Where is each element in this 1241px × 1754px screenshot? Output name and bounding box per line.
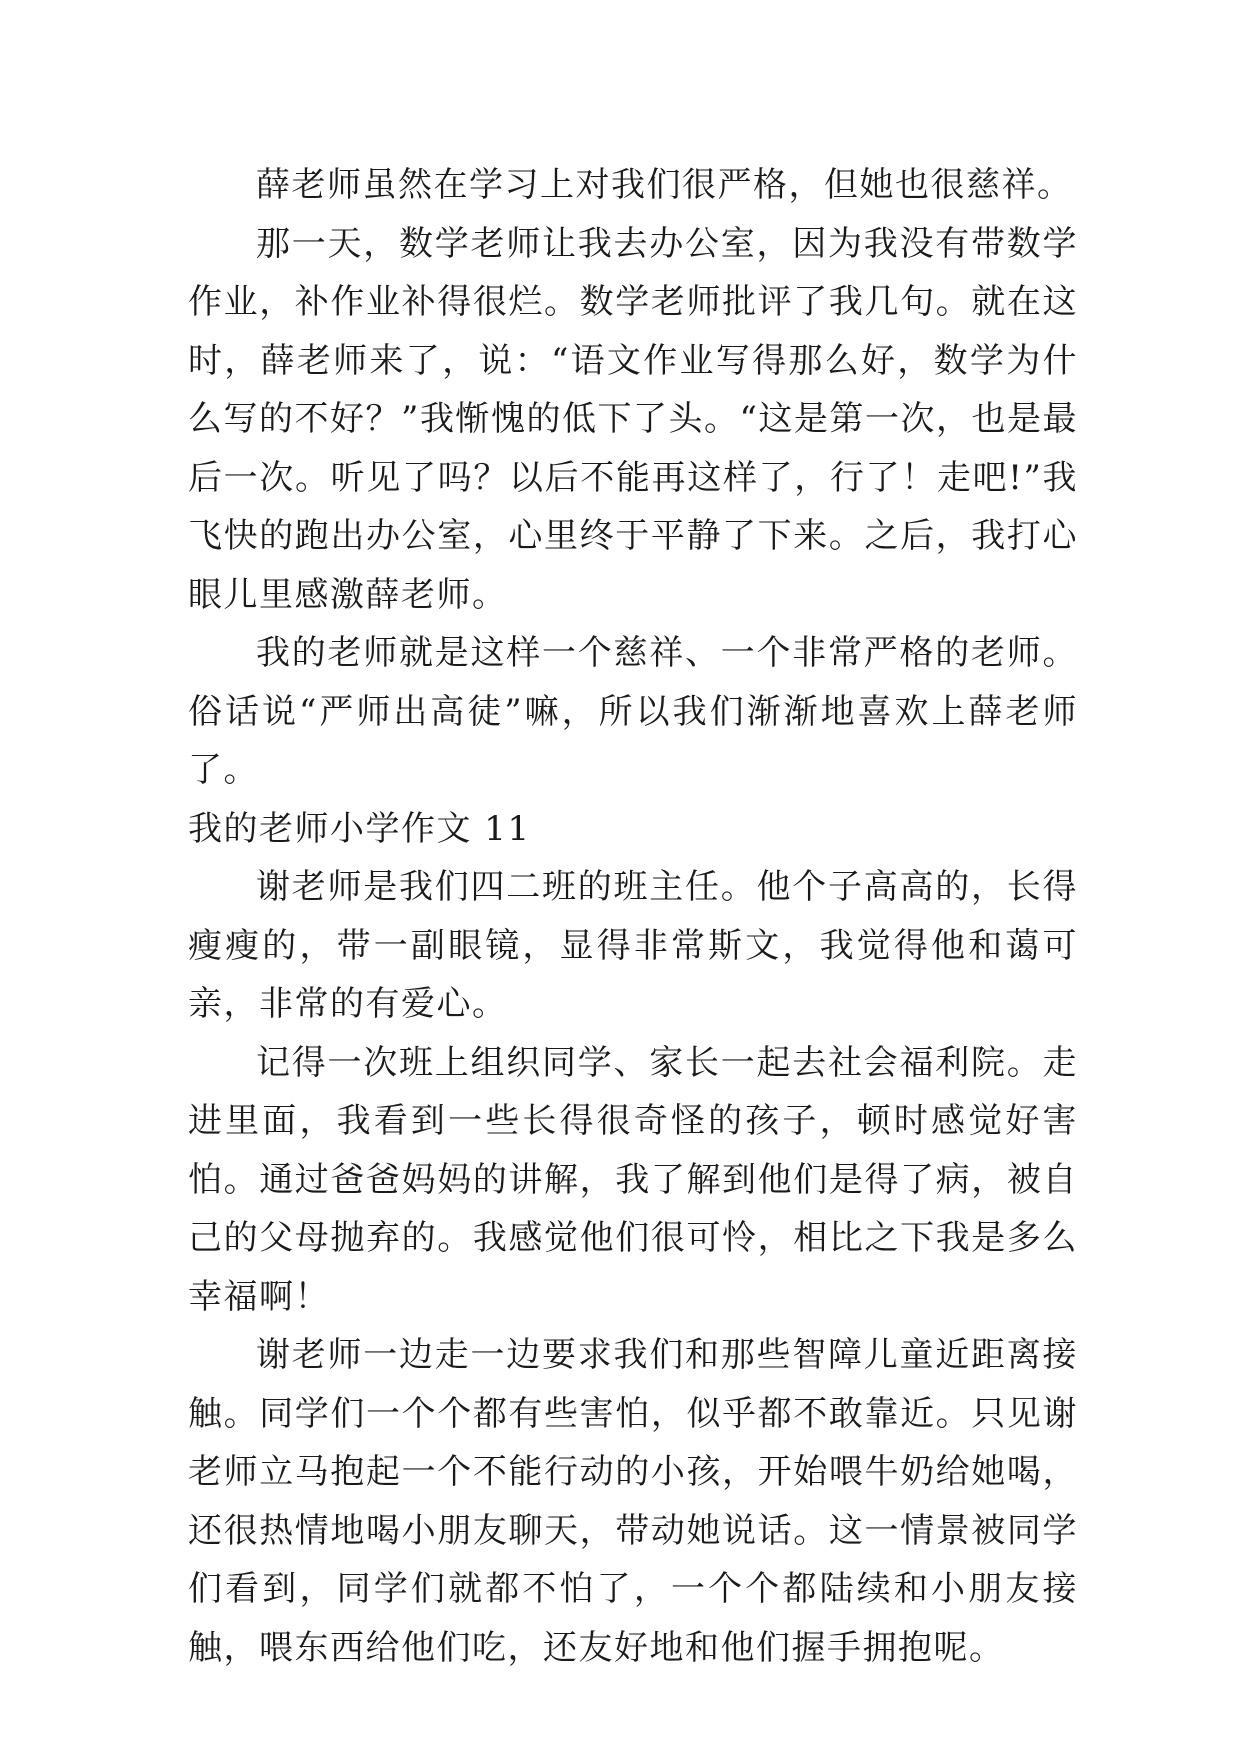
paragraph: 我的老师就是这样一个慈祥、一个非常严格的老师。俗话说“严师出高徒”嘛，所以我们渐渐地喜欢上薛老师了。 (188, 633, 1078, 790)
paragraph: 谢老师一边走一边要求我们和那些智障儿童近距离接触。同学们一个个都有些害怕，似乎都不敢靠近。只见谢老师立马抱起一个不能行动的小孩，开始喂牛奶给她喝，还很热情地喝小朋友聊天，带动她说话。这一情景被同学们看到，同学们就都不怕了，一个个都陆续和小朋友接触，喂东西给他们吃，还友好地和他们握手拥抱呢。 (188, 1335, 1078, 1668)
paragraph: 记得一次班上组织同学、家长一起去社会福利院。走进里面，我看到一些长得很奇怪的孩子，顿时感觉好害怕。通过爸爸妈妈的讲解，我了解到他们是得了病，被自己的父母抛弃的。我感觉他们很可怜，相比之下我是多么幸福啊！ (188, 1042, 1078, 1317)
document-body (188, 156, 1078, 1677)
paragraph: 谢老师是我们四二班的班主任。他个子高高的，长得瘦瘦的，带一副眼镜，显得非常斯文，我觉得他和蔼可亲，非常的有爱心。 (188, 867, 1078, 1024)
paragraph: 那一天，数学老师让我去办公室，因为我没有带数学作业，补作业补得很烂。数学老师批评了我几句。就在这时，薛老师来了，说：“语文作业写得那么好，数学为什么写的不好？”我惭愧的低下了头。“这是第一次，也是最后一次。听见了吗？以后不能再这样了，行了！走吧!”我飞快的跑出办公室，心里终于平静了下来。之后，我打心眼儿里感激薛老师。 (188, 223, 1078, 615)
paragraph: 薛老师虽然在学习上对我们很严格，但她也很慈祥。 (256, 165, 1073, 205)
section-title: 我的老师小学作文 11 (188, 808, 531, 849)
